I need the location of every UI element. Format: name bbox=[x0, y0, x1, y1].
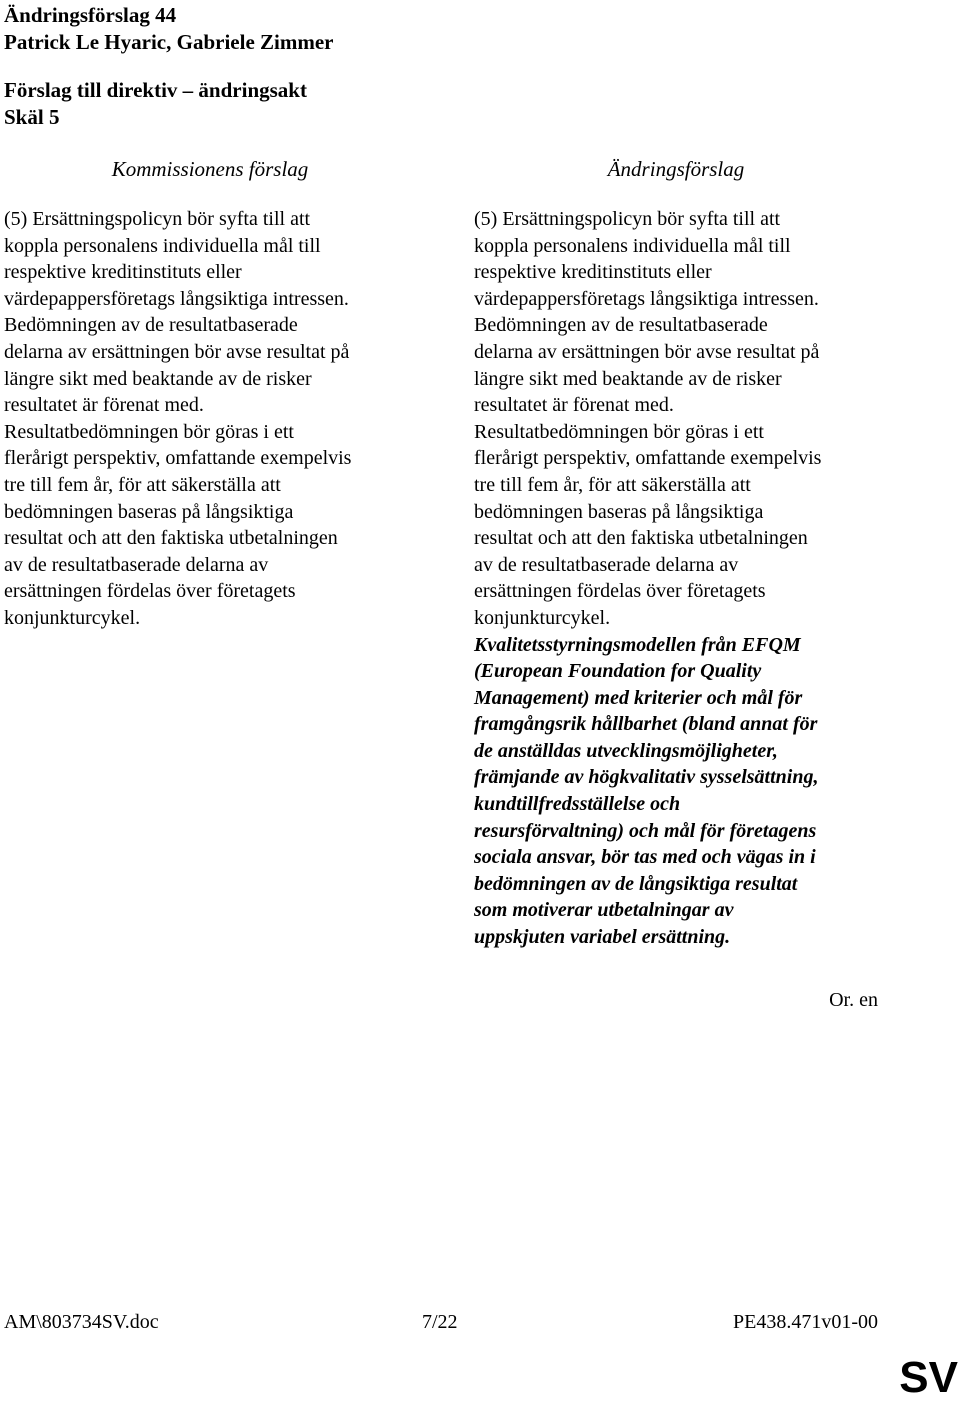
document-type: Förslag till direktiv – ändringsakt bbox=[4, 78, 307, 102]
amendment-number: Ändringsförslag 44 bbox=[4, 3, 177, 27]
commission-proposal-heading: Kommissionens förslag bbox=[111, 157, 309, 181]
footer-page-number: 7/22 bbox=[422, 1311, 458, 1333]
original-language: Or. en bbox=[829, 989, 878, 1011]
footer-reference: PE438.471v01-00 bbox=[733, 1311, 878, 1333]
recital-reference: Skäl 5 bbox=[4, 105, 60, 129]
amendment-authors: Patrick Le Hyaric, Gabriele Zimmer bbox=[4, 30, 334, 54]
amendment-column bbox=[474, 206, 914, 951]
amendment-added-text: Kvalitetsstyrningsmodellen från EFQM (European Foundation for Quality Management) med kriterier och mål för framgångsrik hållbarhet (bland annat för de anställdas utvecklingsmöjligheter, främjande av högkvalitativ sysselsättning, kundtillfredsställelse och resursförvaltning) och mål för företagens sociala ansvar, bör tas med och vägas in i bedömningen av de långsiktiga resultat som motiverar utbetalningar av uppskjuten variabel ersättning. bbox=[474, 633, 819, 949]
amendment-heading: Ändringsförslag bbox=[607, 157, 745, 181]
language-code: SV bbox=[899, 1353, 958, 1402]
commission-proposal-column bbox=[4, 206, 434, 632]
commission-proposal-text: (5) Ersättningspolicyn bör syfta till att koppla personalens individuella mål till respektive kreditinstituts eller värdepappersföretags långsiktiga intressen. Bedömningen av de resultatbaserade delarna av ersättningen bör avse resultat på längre sikt med beaktande av de risker resultatet är förenat med. Resultatbedömningen bör göras i ett flerårigt perspektiv, omfattande exempelvis tre till fem år, för att säkerställa att bedömningen baseras på långsiktiga resultat och att den faktiska utbetalningen av de resultatbaserade delarna av ersättningen fördelas över företagets konjunkturcykel. bbox=[4, 208, 352, 629]
footer-file-name: AM\803734SV.doc bbox=[4, 1311, 159, 1333]
amendment-text: (5) Ersättningspolicyn bör syfta till att koppla personalens individuella mål till respektive kreditinstituts eller värdepappersföretags långsiktiga intressen. Bedömningen av de resultatbaserade delarna av ersättningen bör avse resultat på längre sikt med beaktande av de risker resultatet är förenat med. Resultatbedömningen bör göras i ett flerårigt perspektiv, omfattande exempelvis tre till fem år, för att säkerställa att bedömningen baseras på långsiktiga resultat och att den faktiska utbetalningen av de resultatbaserade delarna av ersättningen fördelas över företagets konjunkturcykel. bbox=[474, 208, 822, 629]
